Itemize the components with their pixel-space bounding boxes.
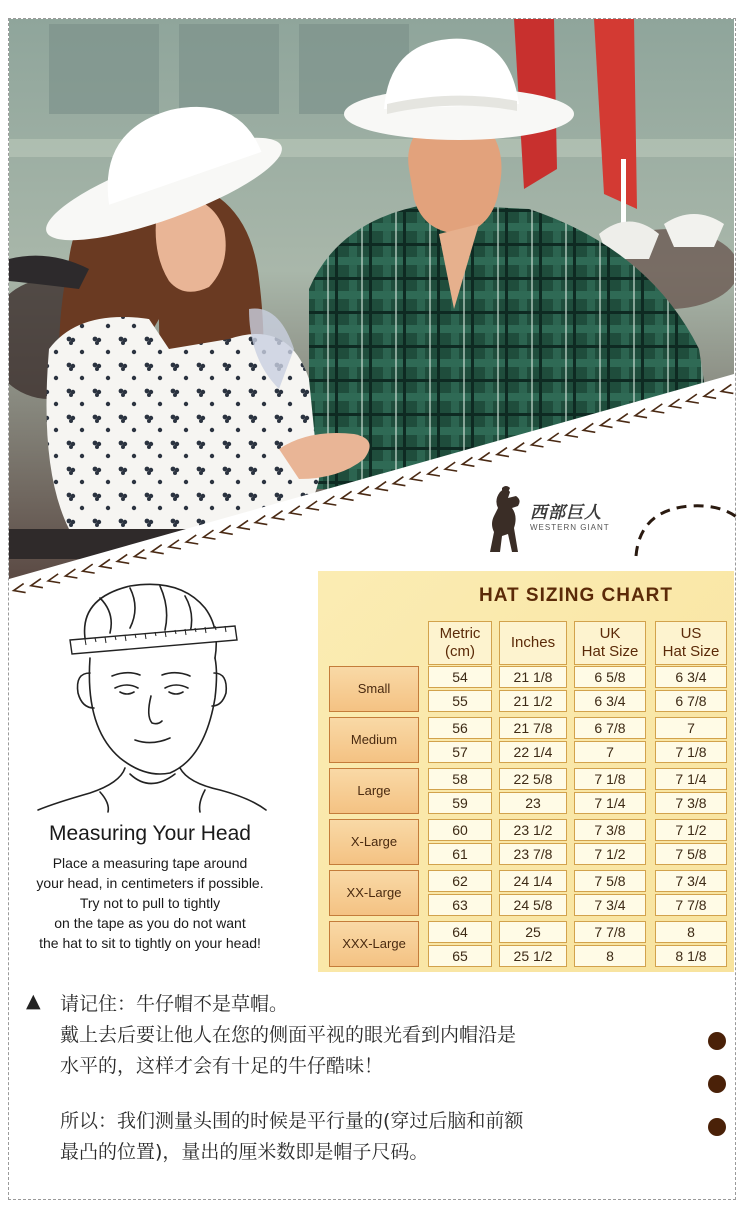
table-cell: 60 bbox=[428, 819, 492, 841]
note-line: 最凸的位置)，量出的厘米数即是帽子尺码。 bbox=[60, 1141, 429, 1163]
table-cell: 7 bbox=[574, 741, 646, 763]
table-cell: 23 1/2 bbox=[499, 819, 567, 841]
table-cell: 7 1/2 bbox=[574, 843, 646, 865]
chevron-mark bbox=[480, 452, 492, 461]
chevron-mark bbox=[100, 559, 112, 568]
measuring-line: the hat to sit to tightly on your head! bbox=[39, 935, 261, 951]
table-cell: 54 bbox=[428, 666, 492, 688]
brand-name-cn: 西部巨人 bbox=[530, 503, 602, 523]
table-cell: 6 3/4 bbox=[574, 690, 646, 712]
size-label: XX-Large bbox=[329, 870, 419, 916]
chevron-mark bbox=[428, 467, 440, 476]
chevron-mark bbox=[635, 409, 647, 418]
decorative-dot bbox=[708, 1075, 726, 1093]
table-cell: 6 7/8 bbox=[574, 717, 646, 739]
chevron-mark bbox=[497, 448, 509, 457]
table-cell: 25 bbox=[499, 921, 567, 943]
table-cell: 21 7/8 bbox=[499, 717, 567, 739]
table-cell: 7 1/4 bbox=[655, 768, 727, 790]
chevron-mark bbox=[342, 491, 354, 500]
table-cell: 7 7/8 bbox=[574, 921, 646, 943]
triangle-bullet-icon: ▲ bbox=[26, 990, 41, 1012]
column-header-line: Inches bbox=[510, 634, 556, 651]
column-header bbox=[499, 621, 567, 665]
table-cell: 6 3/4 bbox=[655, 666, 727, 688]
table-cell: 6 7/8 bbox=[655, 690, 727, 712]
table-cell: 62 bbox=[428, 870, 492, 892]
table-cell: 7 5/8 bbox=[574, 870, 646, 892]
chevron-mark bbox=[514, 443, 526, 452]
chevron-mark bbox=[583, 423, 595, 432]
table-cell: 7 3/4 bbox=[655, 870, 727, 892]
head-measuring-illustration bbox=[30, 578, 270, 813]
chevron-mark bbox=[117, 554, 129, 563]
chevron-mark bbox=[255, 516, 267, 525]
measuring-line: on the tape as you do not want bbox=[54, 915, 246, 931]
note-line: 请记住：牛仔帽不是草帽。 bbox=[60, 993, 289, 1015]
column-header-line: US bbox=[680, 625, 702, 642]
column-header bbox=[428, 621, 492, 665]
table-cell: 55 bbox=[428, 690, 492, 712]
table-cell: 7 1/8 bbox=[655, 741, 727, 763]
chevron-mark bbox=[134, 550, 146, 559]
horse-rider-icon bbox=[484, 484, 528, 554]
note-line: 所以：我们测量头围的时候是平行量的(穿过后脑和前额 bbox=[60, 1110, 524, 1132]
column-header-line: (cm) bbox=[445, 643, 475, 660]
chevron-mark bbox=[186, 535, 198, 544]
size-label: XXX-Large bbox=[329, 921, 419, 967]
table-cell: 61 bbox=[428, 843, 492, 865]
table-cell: 7 1/8 bbox=[574, 768, 646, 790]
size-label: Small bbox=[329, 666, 419, 712]
table-cell: 7 1/2 bbox=[655, 819, 727, 841]
note-line: 戴上去后要让他人在您的侧面平视的眼光看到内帽沿是 bbox=[60, 1024, 517, 1046]
table-cell: 25 1/2 bbox=[499, 945, 567, 967]
chevron-mark bbox=[445, 462, 457, 471]
chevron-mark bbox=[376, 482, 388, 491]
chevron-mark bbox=[652, 404, 664, 413]
column-header bbox=[655, 621, 727, 665]
table-cell: 24 5/8 bbox=[499, 894, 567, 916]
measuring-line: Try not to pull to tightly bbox=[79, 895, 221, 911]
chevron-mark bbox=[221, 525, 233, 534]
table-cell: 21 1/8 bbox=[499, 666, 567, 688]
column-header-line: UK bbox=[599, 625, 621, 642]
chevron-mark bbox=[204, 530, 216, 539]
chevron-mark bbox=[14, 584, 26, 593]
table-cell: 8 bbox=[574, 945, 646, 967]
table-cell: 7 bbox=[655, 717, 727, 739]
table-cell: 24 1/4 bbox=[499, 870, 567, 892]
column-header-line: Hat Size bbox=[581, 643, 639, 660]
table-cell: 23 bbox=[499, 792, 567, 814]
chevron-mark bbox=[670, 399, 682, 408]
decorative-dot bbox=[708, 1032, 726, 1050]
size-label: X-Large bbox=[329, 819, 419, 865]
table-cell: 8 bbox=[655, 921, 727, 943]
table-cell: 22 1/4 bbox=[499, 741, 567, 763]
chevron-mark bbox=[601, 418, 613, 427]
brand-logo bbox=[484, 484, 644, 554]
table-cell: 6 5/8 bbox=[574, 666, 646, 688]
measuring-title: Measuring Your Head bbox=[49, 822, 251, 845]
note-line: 水平的，这样才会有十足的牛仔酷味！ bbox=[60, 1055, 384, 1077]
column-header-line: Hat Size bbox=[662, 643, 720, 660]
chevron-mark bbox=[411, 472, 423, 481]
column-header bbox=[574, 621, 646, 665]
chevron-mark bbox=[290, 506, 302, 515]
chevron-mark bbox=[324, 496, 336, 505]
decorative-dot bbox=[708, 1118, 726, 1136]
table-cell: 21 1/2 bbox=[499, 690, 567, 712]
dashed-arc-decoration bbox=[630, 500, 740, 560]
chevron-mark bbox=[83, 564, 95, 573]
table-cell: 59 bbox=[428, 792, 492, 814]
chevron-mark bbox=[704, 389, 716, 398]
chevron-mark bbox=[531, 438, 543, 447]
measuring-line: Place a measuring tape around bbox=[52, 855, 248, 871]
table-cell: 8 1/8 bbox=[655, 945, 727, 967]
chevron-mark bbox=[273, 511, 285, 520]
size-label: Medium bbox=[329, 717, 419, 763]
chevron-mark bbox=[169, 540, 181, 549]
table-cell: 64 bbox=[428, 921, 492, 943]
table-cell: 7 1/4 bbox=[574, 792, 646, 814]
table-cell: 23 7/8 bbox=[499, 843, 567, 865]
chevron-mark bbox=[65, 569, 77, 578]
table-cell: 7 3/8 bbox=[574, 819, 646, 841]
table-cell: 63 bbox=[428, 894, 492, 916]
table-cell: 7 7/8 bbox=[655, 894, 727, 916]
chevron-mark bbox=[687, 394, 699, 403]
size-label: Large bbox=[329, 768, 419, 814]
table-cell: 58 bbox=[428, 768, 492, 790]
chevron-mark bbox=[238, 520, 250, 529]
table-cell: 7 5/8 bbox=[655, 843, 727, 865]
table-cell: 7 3/8 bbox=[655, 792, 727, 814]
measuring-line: your head, in centimeters if possible. bbox=[36, 875, 264, 891]
table-cell: 22 5/8 bbox=[499, 768, 567, 790]
table-cell: 65 bbox=[428, 945, 492, 967]
chevron-mark bbox=[152, 545, 164, 554]
chevron-mark bbox=[721, 384, 733, 393]
chevron-mark bbox=[359, 486, 371, 495]
chevron-mark bbox=[462, 457, 474, 466]
chevron-mark bbox=[307, 501, 319, 510]
table-cell: 56 bbox=[428, 717, 492, 739]
chevron-mark bbox=[566, 428, 578, 437]
chart-title: HAT SIZING CHART bbox=[478, 585, 674, 606]
chevron-mark bbox=[618, 414, 630, 423]
hat-sizing-chart bbox=[318, 571, 734, 972]
table-cell: 57 bbox=[428, 741, 492, 763]
column-header-line: Metric bbox=[439, 625, 481, 642]
chevron-mark bbox=[393, 477, 405, 486]
chevron-mark bbox=[549, 433, 561, 442]
brand-name-en: WESTERN GIANT bbox=[530, 523, 610, 532]
measuring-description bbox=[0, 853, 300, 953]
table-cell: 7 3/4 bbox=[574, 894, 646, 916]
